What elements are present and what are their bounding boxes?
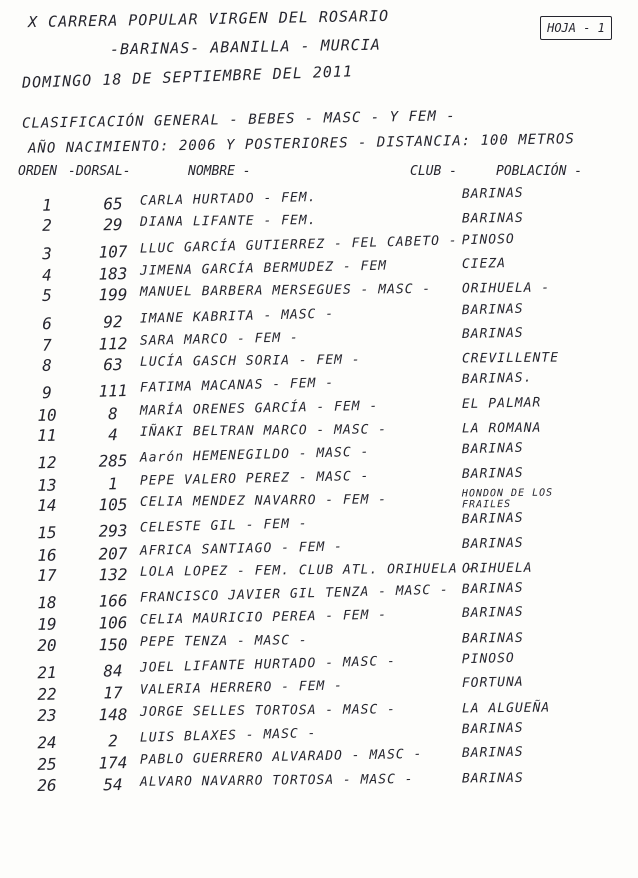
nombre-cell: LOLA LOPEZ - FEM. CLUB ATL. ORIHUELA - (139, 561, 476, 580)
orden-cell: 26 (37, 775, 57, 795)
dorsal-cell: 148 (98, 704, 128, 724)
nombre-cell: FRANCISCO JAVIER GIL TENZA - MASC - (139, 582, 449, 606)
poblacion-cell: BARINAS (461, 605, 524, 622)
dorsal-cell: 107 (98, 241, 128, 262)
nombre-cell: LUCÍA GASCH SORIA - FEM - (139, 352, 361, 370)
orden-cell: 13 (37, 475, 57, 495)
orden-cell: 21 (37, 662, 57, 683)
orden-cell: 9 (41, 383, 53, 403)
nombre-cell: CELIA MENDEZ NAVARRO - FEM - (139, 492, 388, 510)
dorsal-cell: 4 (108, 425, 118, 445)
column-club: CLUB - (410, 164, 457, 179)
poblacion-cell: BARINAS (461, 440, 524, 458)
nombre-cell: AFRICA SANTIAGO - FEM - (139, 538, 344, 559)
poblacion-cell: BARINAS (461, 465, 524, 482)
dorsal-cell: 166 (98, 591, 128, 611)
nombre-cell: CELIA MAURICIO PEREA - FEM - (139, 607, 388, 629)
classification-title: CLASIFICACIÓN GENERAL - BEBES - MASC - Y FEM - (21, 108, 456, 132)
orden-cell: 15 (37, 523, 57, 543)
poblacion-cell: BARINAS (461, 744, 524, 762)
orden-cell: 18 (37, 592, 57, 613)
poblacion-cell: PINOSO (461, 231, 515, 248)
nombre-cell: PEPE VALERO PEREZ - MASC - (139, 468, 370, 489)
poblacion-cell: PINOSO (461, 650, 515, 668)
dorsal-cell: 183 (98, 263, 128, 284)
nombre-cell: CARLA HURTADO - FEM. (139, 190, 317, 209)
dorsal-cell: 84 (103, 661, 123, 681)
dorsal-cell: 106 (98, 613, 128, 634)
dorsal-cell: 112 (98, 333, 128, 354)
dorsal-cell: 150 (98, 634, 128, 654)
orden-cell: 23 (37, 705, 57, 725)
poblacion-cell: BARINAS (461, 580, 524, 598)
poblacion-cell: BARINAS (461, 535, 524, 552)
race-title: X CARRERA POPULAR VIRGEN DEL ROSARIO (27, 6, 390, 32)
column-orden: ORDEN (18, 164, 58, 179)
column-header-row (16, 164, 616, 184)
orden-cell: 16 (37, 544, 57, 565)
poblacion-cell: BARINAS (461, 770, 524, 787)
nombre-cell: JORGE SELLES TORTOSA - MASC - (139, 701, 397, 720)
nombre-cell: SARA MARCO - FEM - (139, 330, 299, 349)
dorsal-cell: 29 (103, 215, 123, 235)
poblacion-cell: ORIHUELA - (461, 280, 551, 297)
orden-cell: 24 (37, 732, 57, 753)
orden-cell: 8 (42, 355, 52, 375)
race-date: DOMINGO 18 DE SEPTIEMBRE DEL 2011 (21, 62, 354, 92)
column-poblacion: POBLACIÓN - (496, 164, 583, 179)
orden-cell: 19 (37, 614, 57, 635)
poblacion-cell: CIEZA (461, 255, 507, 272)
poblacion-cell: LA ROMANA (461, 420, 542, 437)
nombre-cell: IMANE KABRITA - MASC - (139, 306, 335, 327)
poblacion-cell: CREVILLENTE (461, 350, 560, 367)
orden-cell: 10 (37, 405, 57, 425)
dorsal-cell: 174 (98, 753, 128, 773)
column-nombre: NOMBRE - (188, 164, 251, 179)
nombre-cell: Aarón HEMENEGILDO - MASC - (139, 444, 370, 466)
poblacion-cell: HONDON DE LOS FRAILES (461, 487, 554, 511)
dorsal-cell: 132 (98, 564, 128, 585)
nombre-cell: LLUC GARCÍA GUTIERREZ - FEL CABETO - (139, 232, 458, 257)
nombre-cell: JIMENA GARCÍA BERMUDEZ - FEM (139, 258, 388, 279)
orden-cell: 6 (41, 313, 53, 333)
orden-cell: 1 (41, 195, 53, 215)
nombre-cell: CELESTE GIL - FEM - (139, 516, 308, 536)
poblacion-cell: ORIHUELA (461, 560, 533, 577)
dorsal-cell: 8 (107, 403, 119, 424)
poblacion-cell: LA ALGUEÑA (461, 700, 551, 717)
poblacion-cell: EL PALMAR (461, 395, 542, 412)
dorsal-cell: 285 (98, 451, 128, 472)
nombre-cell: FATIMA MACANAS - FEM - (139, 375, 335, 397)
dorsal-cell: 293 (98, 521, 128, 541)
orden-cell: 20 (37, 635, 57, 655)
dorsal-cell: 199 (98, 285, 128, 305)
dorsal-cell: 207 (98, 543, 128, 564)
race-location: -BARINAS- ABANILLA - MURCIA (109, 35, 381, 59)
nombre-cell: IÑAKI BELTRAN MARCO - MASC - (139, 422, 388, 440)
nombre-cell: JOEL LIFANTE HURTADO - MASC - (139, 653, 397, 676)
column-dorsal: -DORSAL- (68, 164, 131, 179)
orden-cell: 12 (37, 453, 57, 473)
orden-cell: 5 (42, 285, 52, 306)
orden-cell: 22 (37, 684, 57, 705)
dorsal-cell: 1 (107, 473, 119, 494)
poblacion-cell: BARINAS (461, 630, 524, 647)
dorsal-cell: 92 (103, 311, 123, 332)
category-details: AÑO NACIMIENTO: 2006 Y POSTERIORES - DISTANCIA: 100 METROS (27, 131, 575, 157)
orden-cell: 7 (41, 335, 53, 355)
orden-cell: 17 (37, 565, 57, 585)
dorsal-cell: 17 (103, 683, 123, 703)
poblacion-cell: BARINAS (461, 211, 524, 227)
orden-cell: 14 (37, 495, 57, 515)
nombre-cell: PEPE TENZA - MASC - (139, 632, 308, 650)
nombre-cell: MANUEL BARBERA MERSEGUES - MASC - (139, 282, 432, 301)
dorsal-cell: 54 (103, 774, 123, 794)
nombre-cell: DIANA LIFANTE - FEM. (139, 213, 317, 231)
dorsal-cell: 65 (103, 194, 123, 214)
nombre-cell: PABLO GUERRERO ALVARADO - MASC - (139, 747, 423, 768)
nombre-cell: LUIS BLAXES - MASC - (139, 725, 317, 746)
poblacion-cell: FORTUNA (461, 675, 524, 692)
orden-cell: 25 (37, 754, 57, 775)
dorsal-cell: 105 (98, 494, 128, 515)
orden-cell: 11 (37, 425, 57, 445)
poblacion-cell: BARINAS (461, 301, 524, 318)
dorsal-cell: 63 (103, 355, 123, 375)
sheet-number-box: HOJA - 1 (540, 16, 612, 40)
dorsal-cell: 111 (98, 381, 128, 402)
nombre-cell: ALVARO NAVARRO TORTOSA - MASC - (139, 771, 414, 790)
poblacion-cell: BARINAS (461, 325, 524, 342)
poblacion-cell: BARINAS (461, 510, 524, 528)
poblacion-cell: BARINAS. (461, 370, 533, 388)
orden-cell: 3 (41, 243, 53, 263)
nombre-cell: MARÍA ORENES GARCÍA - FEM - (139, 398, 379, 419)
dorsal-cell: 2 (107, 731, 119, 751)
poblacion-cell: BARINAS (461, 720, 524, 738)
orden-cell: 2 (42, 216, 52, 236)
orden-cell: 4 (41, 265, 53, 285)
poblacion-cell: BARINAS (461, 185, 524, 203)
nombre-cell: VALERIA HERRERO - FEM - (139, 678, 344, 699)
